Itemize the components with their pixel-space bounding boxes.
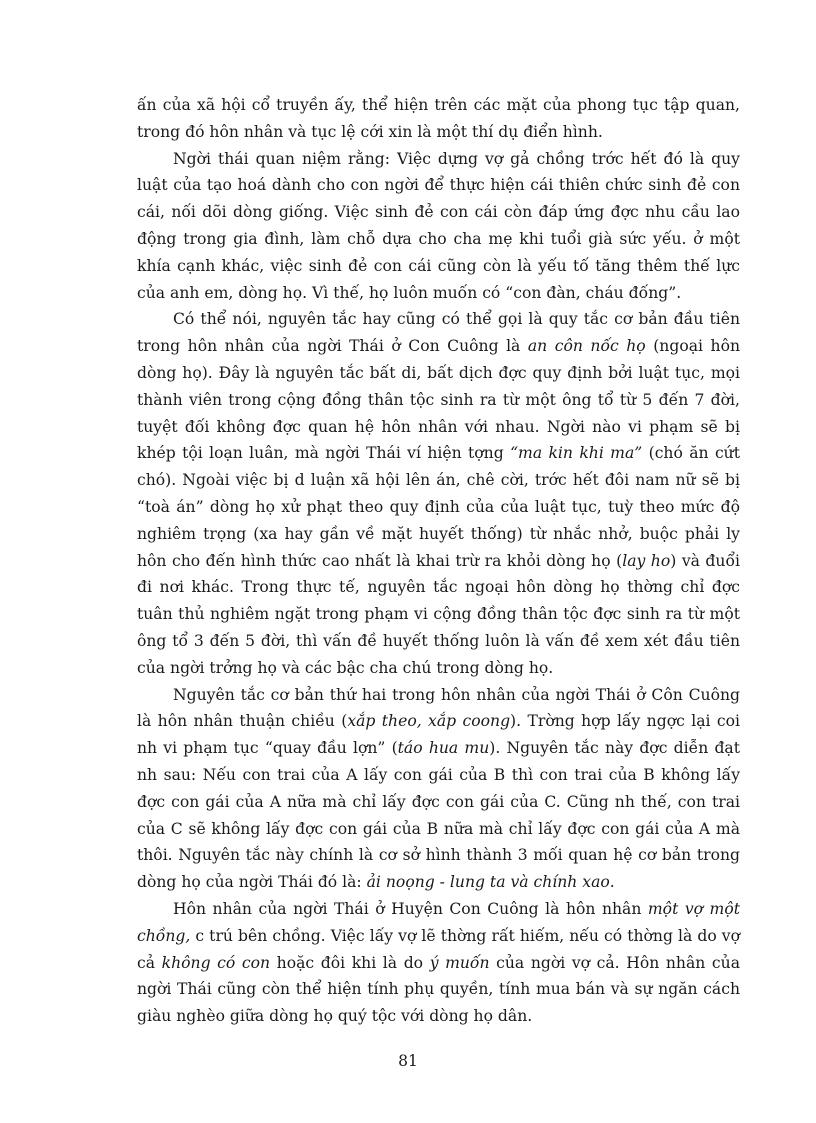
italic-term: không có con bbox=[161, 953, 271, 972]
paragraph-text: Ngời thái quan niệm rằng: Việc dựng vợ gả chồng trớc hết đó là quy luật của tạo hoá dành cho con ngời để thực hiện cái thiên chức sinh đẻ con cái, nối dõi dòng giống. Việc sinh đẻ con cái còn đáp ứng đợc nhu cầu lao động trong gia đình, làm chỗ dựa cho cha mẹ khi tuổi già sức yếu. ở một khía cạnh khác, việc sinh đẻ con cái cũng còn là yếu tố tăng thêm thế lực của anh em, dòng họ. Vì thế, họ luôn muốn có “con đàn, cháu đống”. bbox=[137, 149, 740, 302]
paragraph-text: Hôn nhân của ngời Thái ở Huyện Con Cuông là hôn nhân bbox=[173, 899, 648, 918]
italic-term: an côn nốc họ bbox=[527, 337, 646, 356]
paragraph-text: hoặc đôi khi là do bbox=[270, 953, 430, 972]
paragraph-text: . bbox=[609, 873, 615, 892]
italic-term: lay ho bbox=[622, 551, 671, 570]
paragraph-text: c trú bên chồng. Việc lấy vợ lẽ thờng rất hiếm, nếu có thờng là do vợ cả bbox=[137, 926, 740, 972]
paragraph-text: Nguyên tắc cơ bản thứ hai trong hôn nhân của ngời Thái ở Côn Cuông là hôn nhân thuận chiều ( bbox=[137, 685, 740, 731]
paragraph-text: ). Trờng hợp lấy ngợc lại coi nh vi phạm tục “quay đầu lợn” ( bbox=[137, 712, 740, 758]
paragraph-text: ấn của xã hội cổ truyền ấy, thể hiện trên các mặt của phong tục tập quan, trong đó hôn nhân và tục lệ cới xin là một thí dụ điển hình. bbox=[137, 96, 740, 141]
paragraph-3 bbox=[137, 306, 740, 681]
paragraph-text: (chó ăn cứt chó). Ngoài việc bị d luận xã hội lên án, chê cời, trớc hết đôi nam nữ sẽ bị “toà án” dòng họ xử phạt theo quy định của của luật tục, tuỳ theo mức độ nghiêm trọng (xa hay gần về mặt huyết thống) từ nhắc nhở, buộc phải ly hôn cho đến hình thức cao nhất là khai trừ ra khỏi dòng họ ( bbox=[137, 444, 740, 570]
paragraph-2 bbox=[137, 146, 740, 307]
italic-term: ý muốn bbox=[429, 953, 490, 972]
paragraph-text: của ngời vợ cả. Hôn nhân của ngời Thái cũng còn thể hiện tính phụ quyền, tính mua bán và sự ngăn cách giàu nghèo giữa dòng họ quý tộc với dòng họ dân. bbox=[137, 953, 740, 1026]
italic-term: một vợ một chồng, bbox=[137, 899, 741, 945]
paragraph-text: Có thể nói, nguyên tắc hay cũng có thể gọi là quy tắc cơ bản đầu tiên trong hôn nhân của ngời Thái ở Con Cuông là bbox=[137, 310, 740, 356]
italic-term: “ma kin khi ma” bbox=[510, 444, 643, 463]
italic-term: táo hua mu bbox=[397, 739, 490, 758]
paragraph-text: ). Nguyên tắc này đợc diễn đạt nh sau: Nếu con trai của A lấy con gái của B thì con trai của B không lấy đợc con gái của A nữa mà chỉ lấy đợc con gái của C. Cũng nh thế, con trai của C sẽ không lấy đợc con gái của B nữa mà chỉ lấy đợc con gái của A mà thôi. Nguyên tắc này chính là cơ sở hình thành 3 mối quan hệ cơ bản trong dòng họ của ngời Thái đó là: bbox=[137, 739, 740, 892]
italic-term: xắp theo, xắp coong bbox=[347, 712, 511, 731]
paragraph-text: ) và đuổi đi nơi khác. Trong thực tế, nguyên tắc ngoại hôn dòng họ thờng chỉ đợc tuân thủ nghiêm ngặt trong phạm vi cộng đồng thân tộc đợc sinh ra từ một ông tổ 3 đến 5 đời, thì vấn đề huyết thống luôn là vấn đề xem xét đầu tiên của ngời trởng họ và các bậc cha chú trong dòng họ. bbox=[137, 551, 740, 677]
paragraph-text: (ngoại hôn dòng họ). Đây là nguyên tắc bất di, bất dịch đợc quy định bởi luật tục, mọi thành viên trong cộng đồng thân tộc sinh ra từ một ông tổ từ 5 đến 7 đời, tuyệt đối không đợc quan hệ hôn nhân với nhau. Ngời nào vi phạm sẽ bị khép tội loạn luân, mà ngời Thái ví hiện tợng bbox=[137, 337, 741, 463]
page-number: 81 bbox=[398, 1052, 418, 1070]
paragraph-4 bbox=[137, 682, 740, 896]
document-body bbox=[137, 92, 740, 1030]
italic-term: ải noọng - lung ta và chính xao bbox=[366, 873, 610, 892]
paragraph-1 bbox=[137, 92, 740, 146]
paragraph-5 bbox=[137, 896, 740, 1030]
